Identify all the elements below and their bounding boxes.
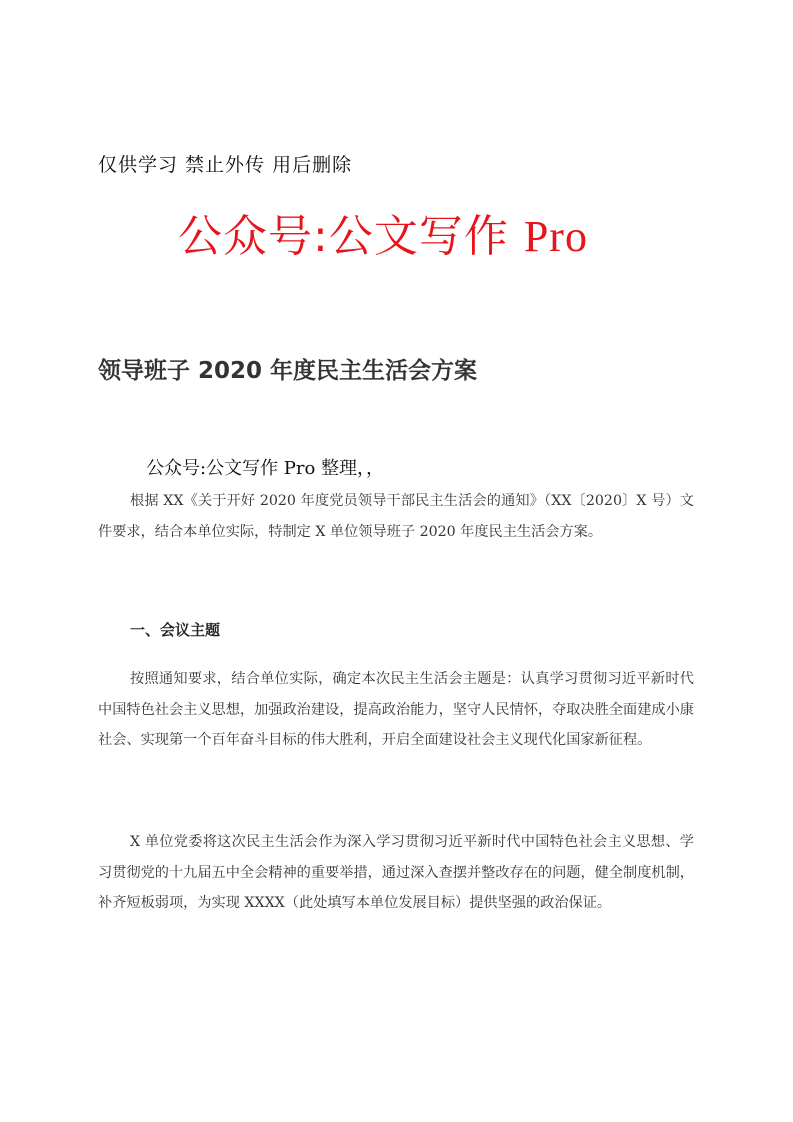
paragraph-intro: 根据 XX《关于开好 2020 年度党员领导干部民主生活会的通知》（XX〔2020〕X 号）文件要求，结合本单位实际，特制定 X 单位领导班子 2020 年度民主生活会方案。 <box>98 493 694 540</box>
paragraph-theme: 按照通知要求，结合单位实际，确定本次民主生活会主题是：认真学习贯彻习近平新时代中国特色社会主义思想，加强政治建设，提高政治能力，坚守人民情怀，夺取决胜全面建成小康社会、实现第一个百年奋斗目标的伟大胜利，开启全面建设社会主义现代化国家新征程。 <box>98 671 694 748</box>
paragraph-purpose: X 单位党委将这次民主生活会作为深入学习贯彻习近平新时代中国特色社会主义思想、学习贯彻党的十九届五中全会精神的重要举措，通过深入查摆并整改存在的问题，健全制度机制，补齐短板弱项，为实现 XXXX（此处填写本单位发展目标）提供坚强的政治保证。 <box>98 834 694 911</box>
distribution-notice: 仅供学习 禁止外传 用后删除 <box>98 154 353 176</box>
compiled-note: 公众号:公文写作 Pro 整理，， <box>146 458 385 479</box>
section-heading-theme: 一、会议主题 <box>130 621 221 639</box>
brand-cn: 公众号:公文写作 <box>178 211 509 262</box>
document-title: 领导班子 2020 年度民主生活会方案 <box>98 358 478 384</box>
brand-watermark <box>178 200 588 264</box>
brand-latin: Pro <box>523 212 588 261</box>
